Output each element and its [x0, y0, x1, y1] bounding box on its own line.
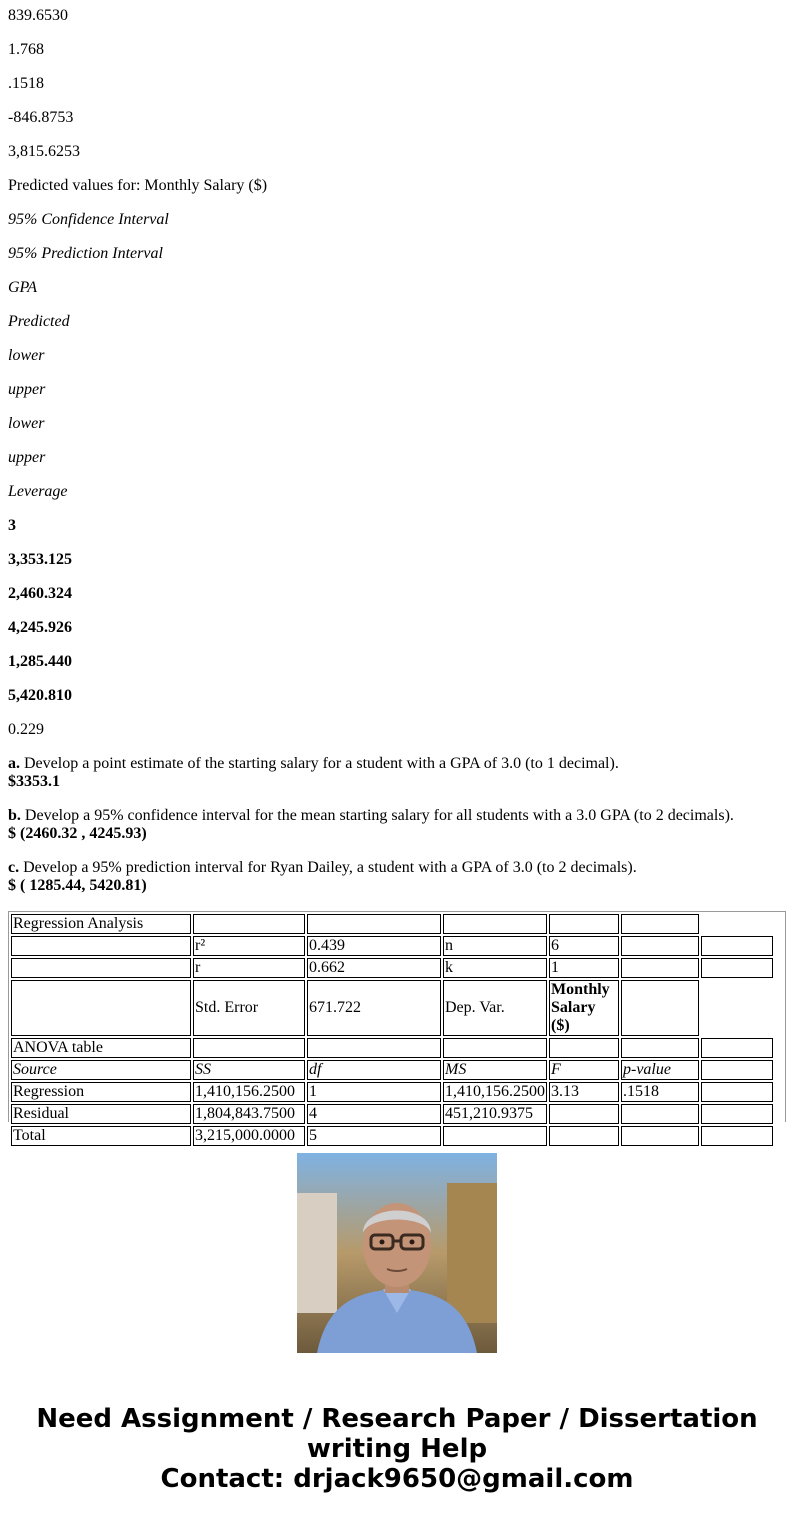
value-line: -846.8753: [8, 109, 74, 126]
cell: Regression: [11, 1082, 191, 1102]
person-photo-icon: [297, 1153, 497, 1353]
col-label: Predicted: [8, 313, 70, 330]
question-letter: c.: [8, 859, 20, 876]
header-cell: SS: [193, 1060, 305, 1080]
value-line: 839.6530: [8, 7, 68, 24]
col-label: upper: [8, 381, 46, 398]
contact-line[interactable]: Contact: drjack9650@gmail.com: [160, 1464, 634, 1494]
table-row: [11, 980, 773, 1036]
promo-banner: [0, 1404, 794, 1494]
question-letter: b.: [8, 807, 21, 824]
table-row: [11, 1038, 773, 1058]
n-label: n: [443, 936, 547, 956]
author-avatar: [297, 1153, 497, 1353]
k-value: 1: [549, 958, 619, 978]
table-row: [11, 1104, 773, 1124]
anova-title: ANOVA table: [11, 1038, 191, 1058]
answer: $ ( 1285.44, 5420.81): [8, 877, 147, 894]
prediction-value: 3: [8, 517, 16, 534]
value-line: 3,815.6253: [8, 143, 80, 160]
question-text: Develop a point estimate of the starting salary for a student with a GPA of 3.0 (to 1 decimal).: [20, 755, 619, 772]
ci-label: 95% Confidence Interval: [8, 211, 169, 228]
cell: 1,410,156.2500: [445, 1083, 545, 1100]
cell: [549, 1126, 619, 1146]
header-cell: p-value: [621, 1060, 699, 1080]
predicted-header: Predicted values for: Monthly Salary ($): [8, 177, 268, 194]
r2-label: r²: [193, 936, 305, 956]
value-line: 1.768: [8, 41, 44, 58]
dep-value: Monthly Salary ($): [549, 980, 619, 1036]
answer: $3353.1: [8, 773, 60, 790]
cell: [549, 1104, 619, 1124]
cell: 451,210.9375: [443, 1104, 547, 1124]
r-label: r: [193, 958, 305, 978]
header-cell: MS: [443, 1060, 547, 1080]
question-letter: a.: [8, 755, 20, 772]
question-c: [8, 859, 637, 895]
answer: $ (2460.32 , 4245.93): [8, 825, 147, 842]
prediction-value: 5,420.810: [8, 687, 72, 704]
cell: 1,410,156.2500: [193, 1082, 305, 1102]
cell: Total: [11, 1126, 191, 1146]
prediction-value: 4,245.926: [8, 619, 72, 636]
col-label: upper: [8, 449, 46, 466]
cell: [443, 1126, 547, 1146]
cell: [621, 1126, 699, 1146]
col-label: Leverage: [8, 483, 68, 500]
pi-label: 95% Prediction Interval: [8, 245, 163, 262]
question-a: [8, 755, 619, 791]
regression-table-viewport[interactable]: [8, 911, 786, 1144]
header-cell: df: [307, 1060, 441, 1080]
table-row: [11, 1082, 773, 1102]
prediction-value: 2,460.324: [8, 585, 72, 602]
col-label: lower: [8, 415, 45, 432]
cell: 5: [307, 1126, 441, 1146]
cell: 4: [307, 1104, 441, 1124]
cell: Residual: [11, 1104, 191, 1124]
promo-line: writing Help: [306, 1434, 488, 1464]
table-row: [11, 914, 773, 934]
question-b: [8, 807, 734, 843]
cell: .1518: [621, 1082, 699, 1102]
cell: [621, 1104, 699, 1124]
promo-line: Need Assignment / Research Paper / Dissertation: [36, 1404, 758, 1434]
cell: 3,215,000.0000: [193, 1126, 305, 1146]
table-row: [11, 1126, 773, 1146]
r2-value: 0.439: [307, 936, 441, 956]
table-row: [11, 958, 773, 978]
leverage-value: 0.229: [8, 721, 44, 738]
col-label: lower: [8, 347, 45, 364]
table-row: [11, 936, 773, 956]
header-cell: F: [549, 1060, 619, 1080]
prediction-value: 1,285.440: [8, 653, 72, 670]
prediction-value: 3,353.125: [8, 551, 72, 568]
k-label: k: [443, 958, 547, 978]
cell: 1: [307, 1082, 441, 1102]
value-line: .1518: [8, 75, 44, 92]
se-label: Std. Error: [193, 980, 305, 1036]
se-value: 671.722: [307, 980, 441, 1036]
table-header-row: [11, 1060, 773, 1080]
col-label: GPA: [8, 279, 38, 296]
n-value: 6: [549, 936, 619, 956]
r-value: 0.662: [307, 958, 441, 978]
question-text: Develop a 95% prediction interval for Ryan Dailey, a student with a GPA of 3.0 (to 2 decimals).: [19, 859, 637, 876]
regression-table: [9, 912, 775, 1148]
dep-label: Dep. Var.: [443, 980, 547, 1036]
header-cell: Source: [11, 1060, 191, 1080]
table-title: Regression Analysis: [11, 914, 191, 934]
question-text: Develop a 95% confidence interval for the mean starting salary for all students with a 3.0 GPA (to 2 decimals).: [20, 807, 734, 824]
cell: 1,804,843.7500: [193, 1104, 305, 1124]
cell: 3.13: [549, 1082, 619, 1102]
